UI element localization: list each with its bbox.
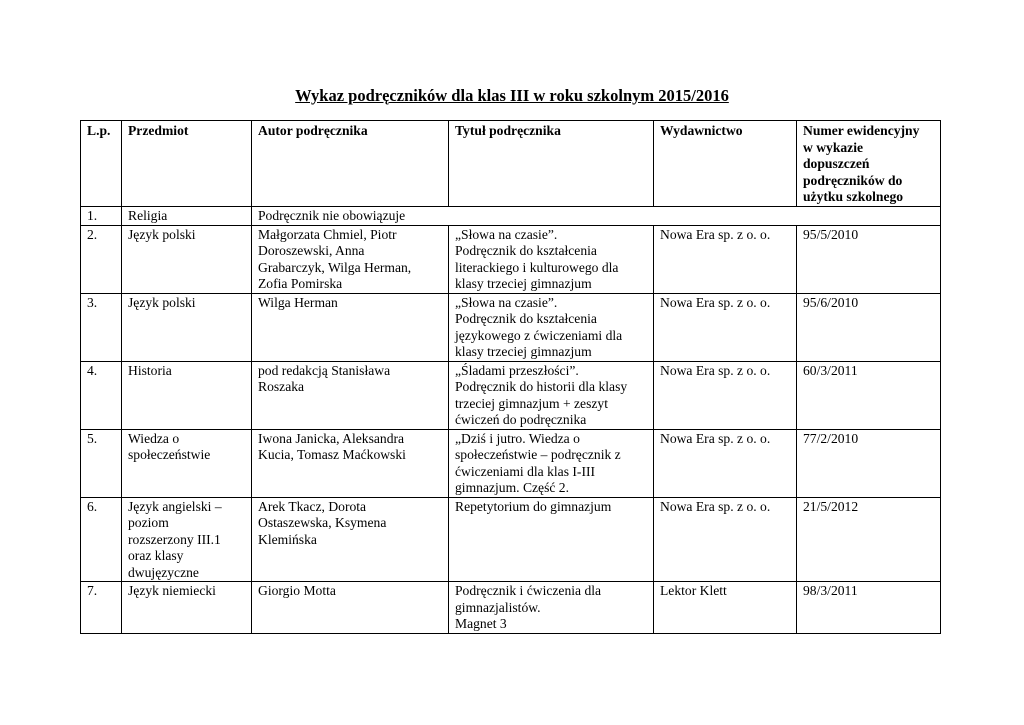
cell-publisher: Nowa Era sp. z o. o. — [654, 293, 797, 361]
cell-publisher: Nowa Era sp. z o. o. — [654, 429, 797, 497]
cell-author — [252, 429, 449, 497]
cell-line: społeczeństwie — [128, 447, 211, 462]
table-row — [81, 225, 941, 293]
cell-lp: 2. — [81, 225, 122, 293]
cell-subject — [122, 207, 252, 226]
header-author: Autor podręcznika — [252, 121, 449, 207]
cell-line: Język angielski – — [128, 498, 222, 514]
cell-line: poziom — [128, 515, 169, 530]
header-publisher: Wydawnictwo — [654, 121, 797, 207]
cell-lp: 4. — [81, 361, 122, 429]
cell-subject — [122, 582, 252, 634]
cell-number: 21/5/2012 — [797, 497, 941, 582]
cell-line: ćwiczeń do podręcznika — [455, 412, 587, 427]
header-number-line: Numer ewidencyjny — [803, 123, 920, 138]
cell-line: Podręcznik do kształcenia — [455, 243, 597, 258]
cell-number: 95/5/2010 — [797, 225, 941, 293]
cell-subject — [122, 225, 252, 293]
cell-lp: 7. — [81, 582, 122, 634]
table-row — [81, 582, 941, 634]
cell-line: Małgorzata Chmiel, Piotr — [258, 226, 397, 242]
cell-line: Zofia Pomirska — [258, 276, 343, 291]
cell-number: 60/3/2011 — [797, 361, 941, 429]
cell-line: społeczeństwie – podręcznik z — [455, 447, 621, 462]
cell-line: dwujęzyczne — [128, 564, 199, 580]
cell-line: Język niemiecki — [128, 583, 216, 598]
cell-subject — [122, 361, 252, 429]
cell-book-title — [449, 293, 654, 361]
cell-line: Podręcznik i ćwiczenia dla — [455, 583, 602, 598]
cell-book-title — [449, 497, 654, 582]
header-lp: L.p. — [81, 121, 122, 207]
cell-line: klasy trzeciej gimnazjum — [455, 276, 592, 291]
page-title: Wykaz podręczników dla klas III w roku szkolnym 2015/2016 — [295, 86, 729, 105]
cell-note: Podręcznik nie obowiązuje — [252, 207, 941, 226]
cell-line: trzeciej gimnazjum + zeszyt — [455, 395, 608, 411]
cell-line: oraz klasy — [128, 548, 184, 563]
cell-publisher: Lektor Klett — [654, 582, 797, 634]
cell-line: klasy trzeciej gimnazjum — [455, 344, 592, 359]
cell-lp: 5. — [81, 429, 122, 497]
table-row — [81, 497, 941, 582]
header-number-line: podręczników do — [803, 172, 903, 188]
cell-line: Doroszewski, Anna — [258, 243, 365, 258]
header-book-title: Tytuł podręcznika — [449, 121, 654, 207]
cell-line: Wiedza o — [128, 430, 180, 446]
cell-line: Podręcznik do historii dla klasy — [455, 379, 628, 394]
cell-line: Grabarczyk, Wilga Herman, — [258, 259, 412, 275]
cell-line: Klemińska — [258, 531, 317, 547]
cell-line: rozszerzony III.1 — [128, 531, 221, 547]
cell-line: Giorgio Motta — [258, 583, 336, 598]
cell-line: „Słowa na czasie”. — [455, 226, 558, 242]
cell-number: 77/2/2010 — [797, 429, 941, 497]
cell-line: „Dziś i jutro. Wiedza o — [455, 430, 580, 446]
cell-author — [252, 225, 449, 293]
cell-line: gimnazjum. Część 2. — [455, 480, 570, 495]
header-number — [797, 121, 941, 207]
cell-line: Wilga Herman — [258, 294, 338, 310]
cell-line: literackiego i kulturowego dla — [455, 259, 619, 275]
cell-book-title — [449, 582, 654, 634]
header-number-line: dopuszczeń — [803, 156, 870, 171]
cell-publisher: Nowa Era sp. z o. o. — [654, 361, 797, 429]
cell-line: Iwona Janicka, Aleksandra — [258, 430, 405, 446]
cell-line: Religia — [128, 208, 168, 223]
cell-line: Repetytorium do gimnazjum — [455, 498, 612, 514]
header-subject: Przedmiot — [122, 121, 252, 207]
cell-line: Podręcznik do kształcenia — [455, 311, 597, 326]
cell-line: Kucia, Tomasz Maćkowski — [258, 447, 406, 462]
cell-author — [252, 497, 449, 582]
cell-line: gimnazjalistów. — [455, 599, 541, 615]
cell-line: językowego z ćwiczeniami dla — [455, 327, 623, 343]
cell-line: Ostaszewska, Ksymena — [258, 515, 387, 530]
cell-lp: 3. — [81, 293, 122, 361]
cell-author — [252, 361, 449, 429]
cell-line: Język polski — [128, 294, 196, 310]
table-row — [81, 361, 941, 429]
cell-line: ćwiczeniami dla klas I-III — [455, 463, 596, 479]
cell-line: Magnet 3 — [455, 616, 507, 631]
cell-book-title — [449, 429, 654, 497]
cell-subject — [122, 293, 252, 361]
cell-line: „Śladami przeszłości”. — [455, 362, 579, 378]
cell-lp: 6. — [81, 497, 122, 582]
cell-lp: 1. — [81, 207, 122, 226]
header-number-line: użytku szkolnego — [803, 189, 904, 204]
cell-author — [252, 293, 449, 361]
cell-book-title — [449, 225, 654, 293]
cell-author — [252, 582, 449, 634]
table-row — [81, 293, 941, 361]
table-header-row — [81, 121, 941, 207]
textbook-table — [80, 120, 941, 634]
cell-line: Arek Tkacz, Dorota — [258, 498, 367, 514]
cell-line: Historia — [128, 362, 172, 378]
cell-subject — [122, 429, 252, 497]
cell-book-title — [449, 361, 654, 429]
header-number-line: w wykazie — [803, 139, 864, 155]
cell-subject — [122, 497, 252, 582]
cell-line: pod redakcją Stanisława — [258, 362, 391, 378]
table-row — [81, 429, 941, 497]
cell-publisher: Nowa Era sp. z o. o. — [654, 225, 797, 293]
cell-line: Język polski — [128, 226, 196, 242]
cell-line: Roszaka — [258, 379, 305, 394]
cell-number: 95/6/2010 — [797, 293, 941, 361]
table-row — [81, 207, 941, 226]
cell-number: 98/3/2011 — [797, 582, 941, 634]
cell-publisher: Nowa Era sp. z o. o. — [654, 497, 797, 582]
cell-line: „Słowa na czasie”. — [455, 294, 558, 310]
